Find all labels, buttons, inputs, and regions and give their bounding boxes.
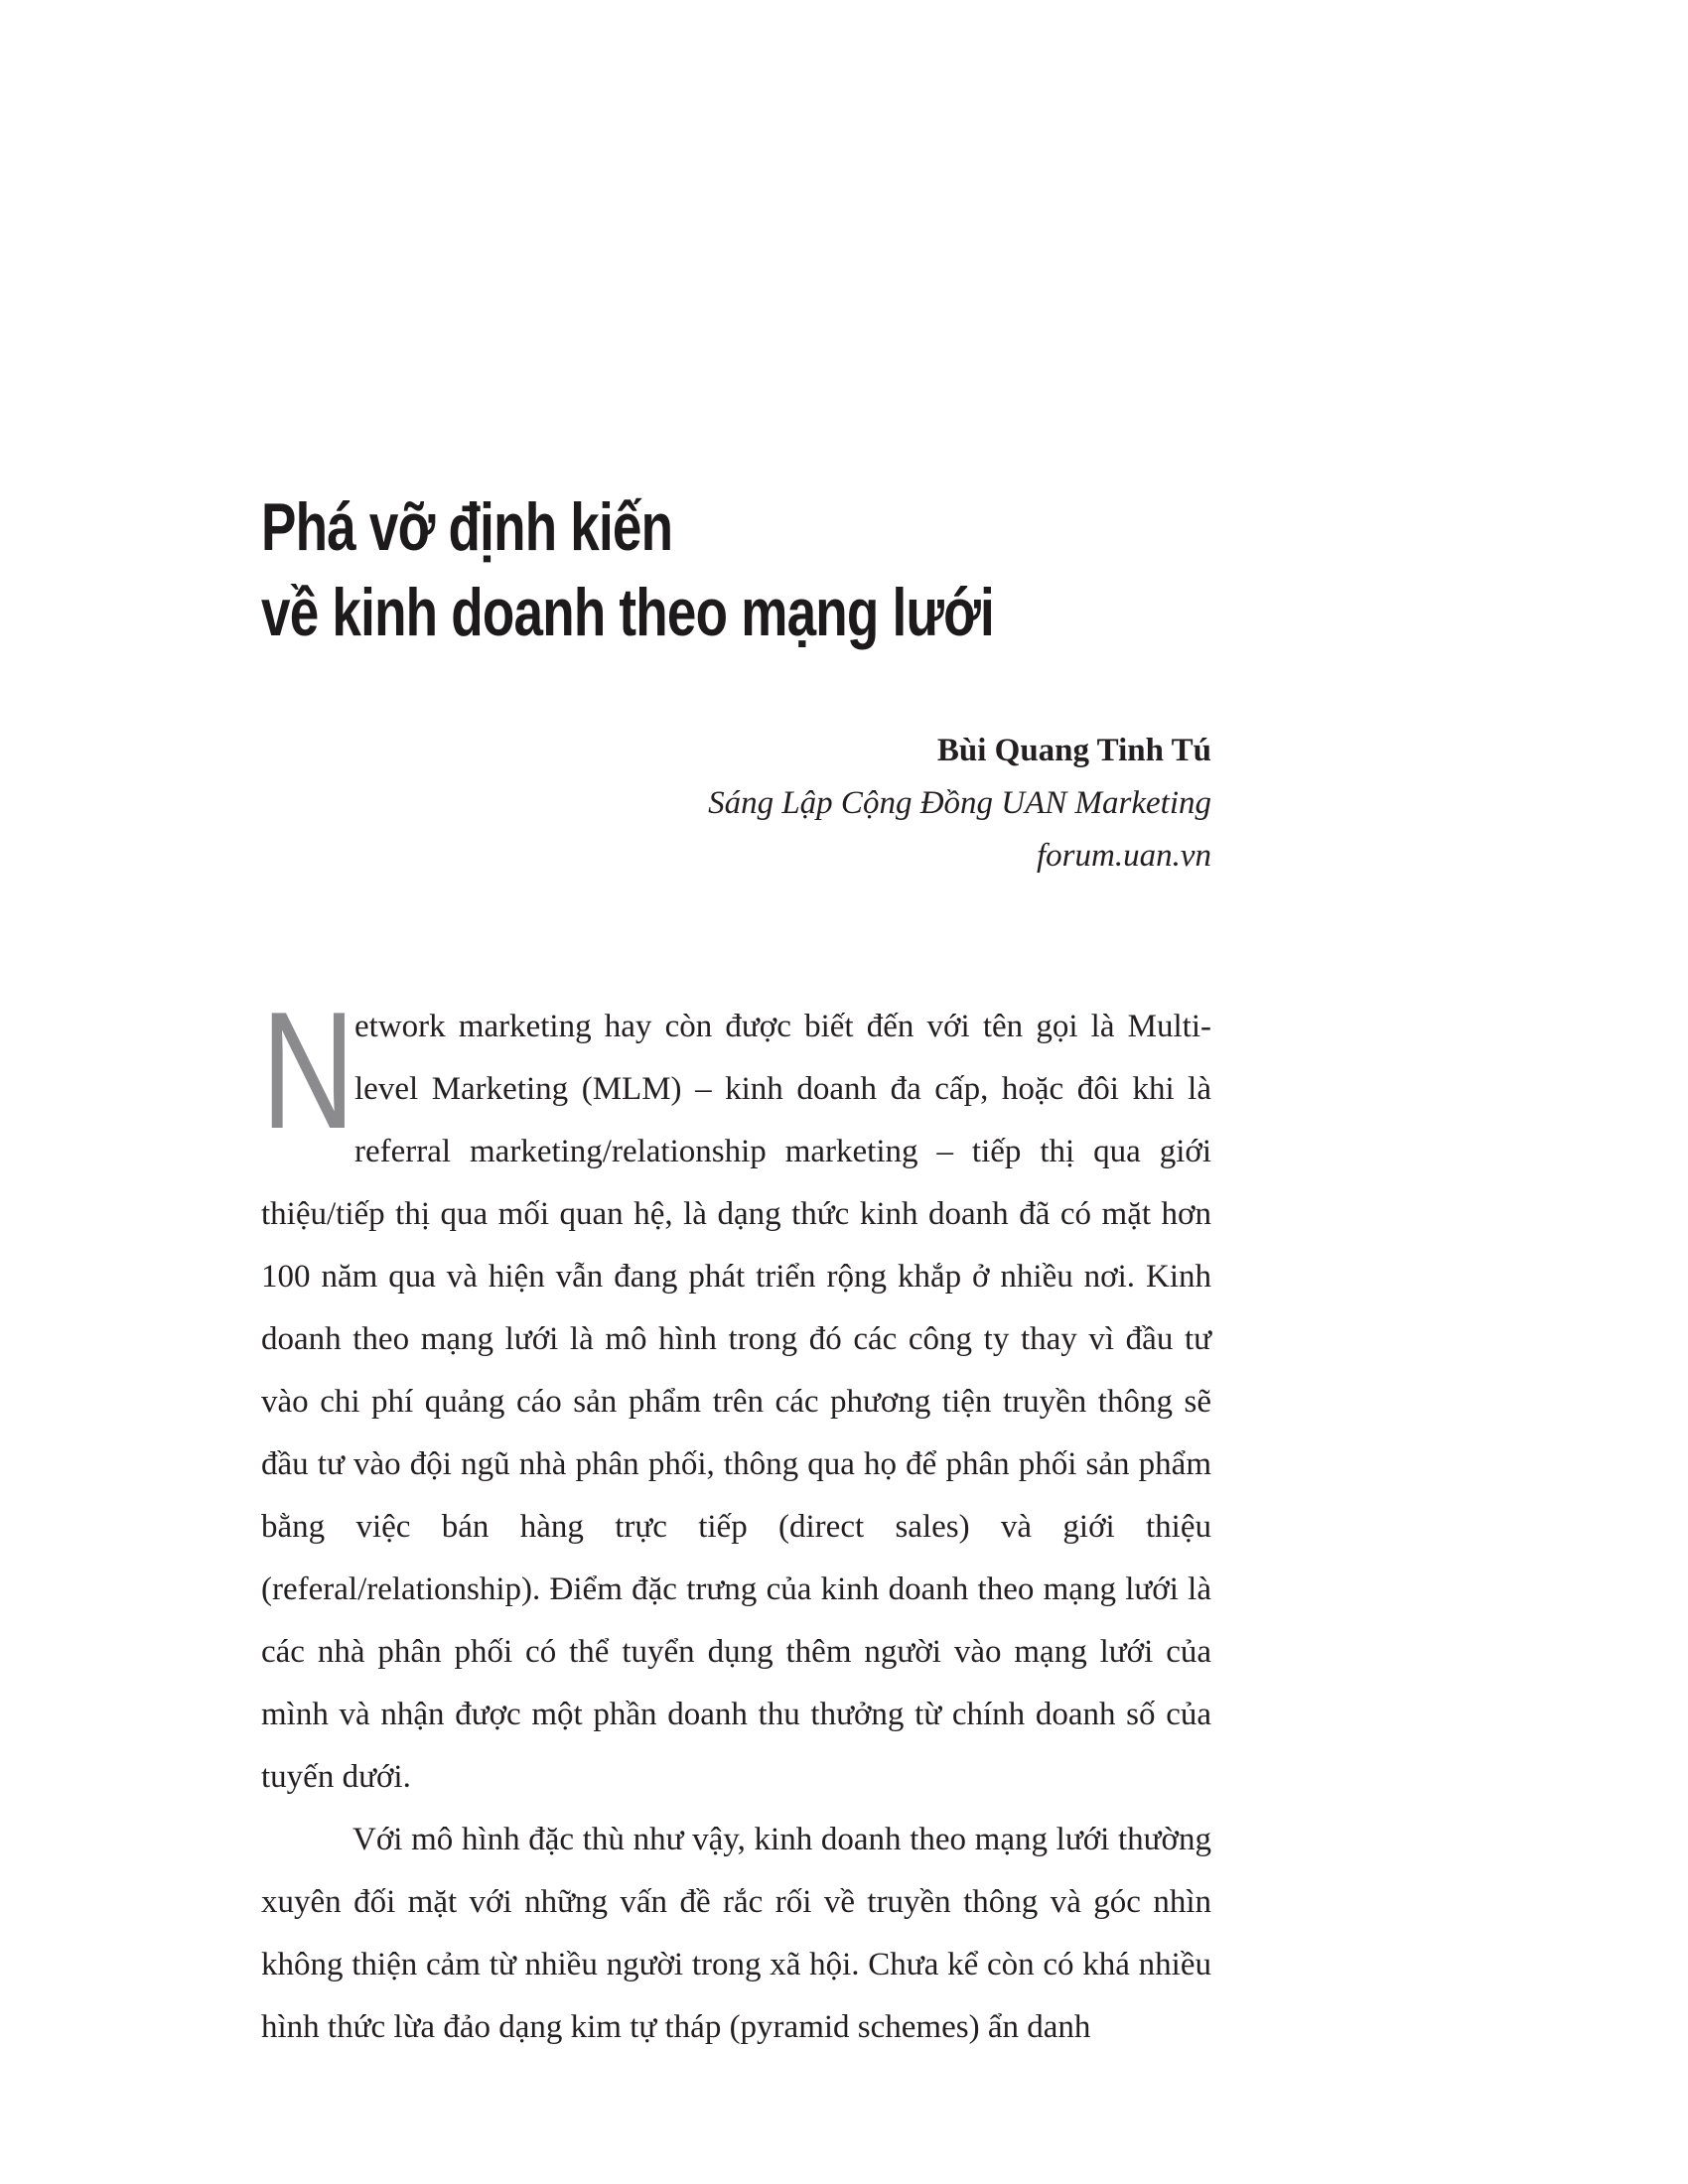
drop-cap-letter: N <box>261 977 355 1163</box>
chapter-title-line2: về kinh doanh theo mạng lưới <box>261 575 994 650</box>
paragraph-2: Với mô hình đặc thù như vậy, kinh doanh theo mạng lưới thường xuyên đối mặt với những vấn đề rắc rối về truyền thông và góc nhìn không thiện cảm từ nhiều người trong xã hội. Chưa kể còn có khá nhiều hình thức lừa đảo dạng kim tự tháp (pyramid schemes) ẩn danh <box>261 1822 1211 2045</box>
paragraph-1-text: etwork marketing hay còn được biết đến với tên gọi là Multi-level Marketing (MLM) – kinh doanh đa cấp, hoặc đôi khi là referral marketing/relationship marketing – tiếp thị qua giới thiệu/tiếp thị qua mối quan hệ, là dạng thức kinh doanh đã có mặt hơn 100 năm qua và hiện vẫn đang phát triển rộng khắp ở nhiều nơi. Kinh doanh theo mạng lưới là mô hình trong đó các công ty thay vì đầu tư vào chi phí quảng cáo sản phẩm trên các phương tiện truyền thông sẽ đầu tư vào đội ngũ nhà phân phối, thông qua họ để phân phối sản phẩm bằng việc bán hàng trực tiếp (direct sales) và giới thiệu (referal/relationship). Điểm đặc trưng của kinh doanh theo mạng lưới là các nhà phân phối có thể tuyển dụng thêm người vào mạng lưới của mình và nhận được một phần doanh thu thưởng từ chính doanh số của tuyến dưới. <box>261 1009 1211 1795</box>
author-role: Sáng Lập Cộng Đồng UAN Marketing <box>708 785 1211 821</box>
chapter-title-line1: Phá vỡ định kiến <box>261 489 673 565</box>
author-website: forum.uan.vn <box>1037 838 1211 874</box>
author-block <box>261 725 1211 883</box>
chapter-title <box>261 484 994 655</box>
body-text <box>261 977 1211 2059</box>
author-name: Bùi Quang Tinh Tú <box>936 733 1211 768</box>
paragraph-1 <box>261 977 1211 1809</box>
